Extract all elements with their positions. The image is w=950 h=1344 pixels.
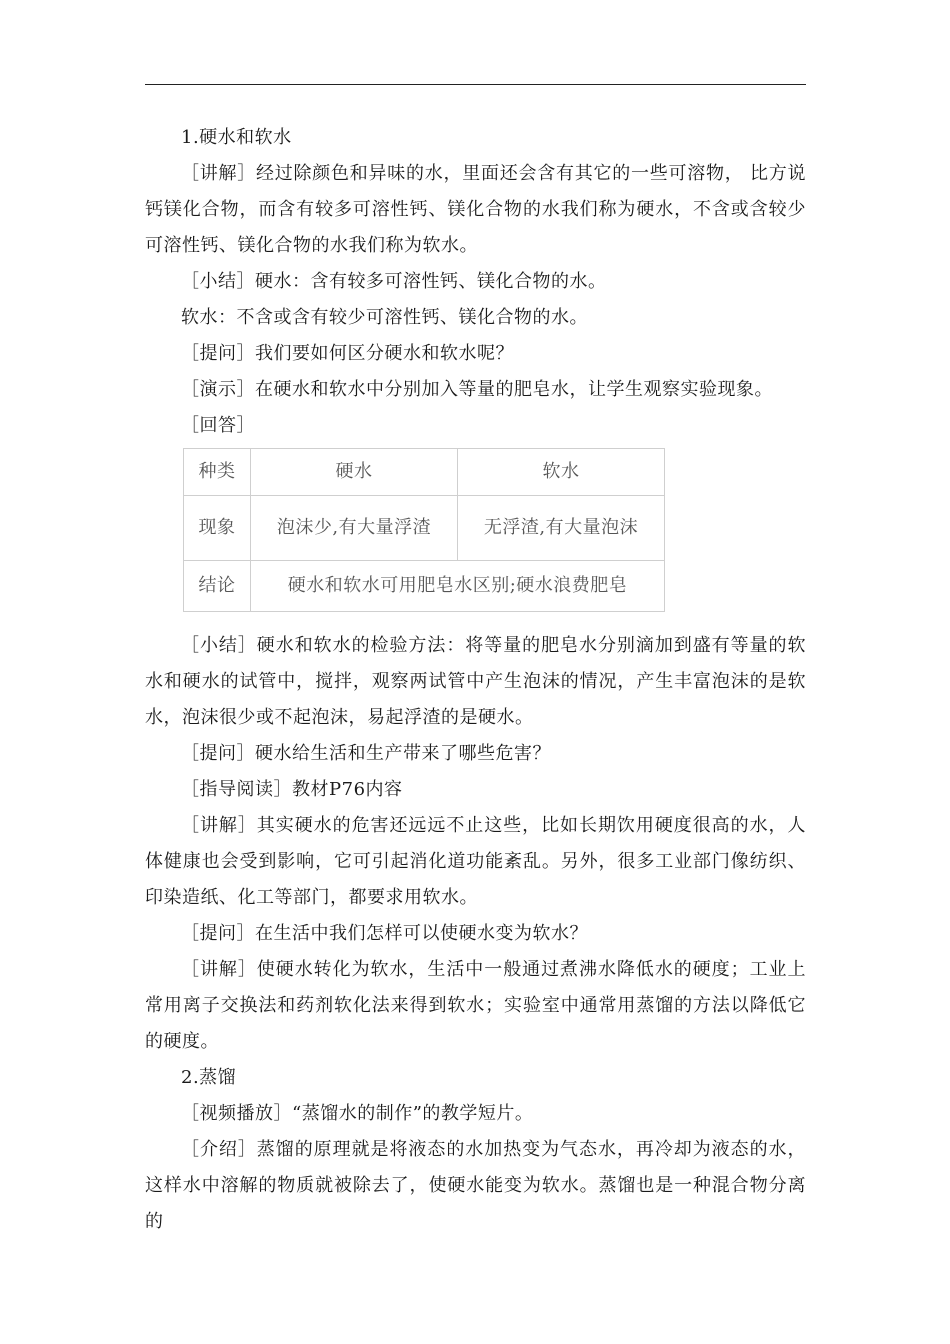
paragraph-reading-guide: ［指导阅读］教材P76内容 xyxy=(181,779,403,800)
paragraph-question: ［提问］我们要如何区分硬水和软水呢？ xyxy=(181,343,514,364)
table-cell: 硬水和软水可用肥皂水区别;硬水浪费肥皂 xyxy=(251,561,665,612)
paragraph-summary-soft: 软水：不含或含有较少可溶性钙、镁化合物的水。 xyxy=(181,307,588,328)
table-cell: 硬水 xyxy=(251,449,458,496)
document-body xyxy=(145,120,806,1240)
table-cell: 软水 xyxy=(458,449,665,496)
paragraph-summary-test: ［小结］硬水和软水的检验方法：将等量的肥皂水分别滴加到盛有等量的软水和硬水的试管中，搅拌，观察两试管中产生泡沫的情况，产生丰富泡沫的是软水，泡沫很少或不起泡沫，易起浮渣的是硬水。 xyxy=(145,635,806,728)
table-cell: 种类 xyxy=(184,449,251,496)
table-row-phenomenon xyxy=(184,496,665,561)
paragraph-demo: ［演示］在硬水和软水中分别加入等量的肥皂水，让学生观察实验现象。 xyxy=(181,379,773,400)
paragraph-introduction: ［介绍］蒸馏的原理就是将液态的水加热变为气态水，再冷却为液态的水，这样水中溶解的物质就被除去了，使硬水能变为软水。蒸馏也是一种混合物分离的 xyxy=(145,1139,806,1232)
table-cell: 无浮渣,有大量泡沫 xyxy=(458,496,665,561)
table-row-header xyxy=(184,449,665,496)
table-cell: 结论 xyxy=(184,561,251,612)
table-row-conclusion xyxy=(184,561,665,612)
table-cell: 现象 xyxy=(184,496,251,561)
comparison-table xyxy=(183,448,665,612)
paragraph-explanation: ［讲解］经过除颜色和异味的水，里面还会含有其它的一些可溶物， 比方说钙镁化合物，而含有较多可溶性钙、镁化合物的水我们称为硬水，不含或含较少可溶性钙、镁化合物的水我们称为软水。 xyxy=(145,163,806,256)
paragraph-question-harm: ［提问］硬水给生活和生产带来了哪些危害？ xyxy=(181,743,551,764)
paragraph-summary-hard: ［小结］硬水：含有较多可溶性钙、镁化合物的水。 xyxy=(181,271,607,292)
paragraph-video: ［视频播放］“蒸馏水的制作”的教学短片。 xyxy=(181,1103,534,1124)
paragraph-explanation-soften: ［讲解］使硬水转化为软水，生活中一般通过煮沸水降低水的硬度；工业上常用离子交换法和药剂软化法来得到软水；实验室中通常用蒸馏的方法以降低它的硬度。 xyxy=(145,959,806,1052)
header-rule xyxy=(145,84,806,85)
section-heading-hard-soft-water: 1.硬水和软水 xyxy=(181,127,292,148)
table-cell: 泡沫少,有大量浮渣 xyxy=(251,496,458,561)
section-heading-distillation: 2.蒸馏 xyxy=(181,1067,237,1088)
paragraph-answer: ［回答］ xyxy=(181,415,255,436)
paragraph-explanation-harm: ［讲解］其实硬水的危害还远远不止这些，比如长期饮用硬度很高的水，人体健康也会受到影响，它可引起消化道功能紊乱。另外，很多工业部门像纺织、印染造纸、化工等部门，都要求用软水。 xyxy=(145,815,806,908)
comparison-table-wrapper xyxy=(183,448,806,612)
paragraph-question-soften: ［提问］在生活中我们怎样可以使硬水变为软水？ xyxy=(181,923,588,944)
